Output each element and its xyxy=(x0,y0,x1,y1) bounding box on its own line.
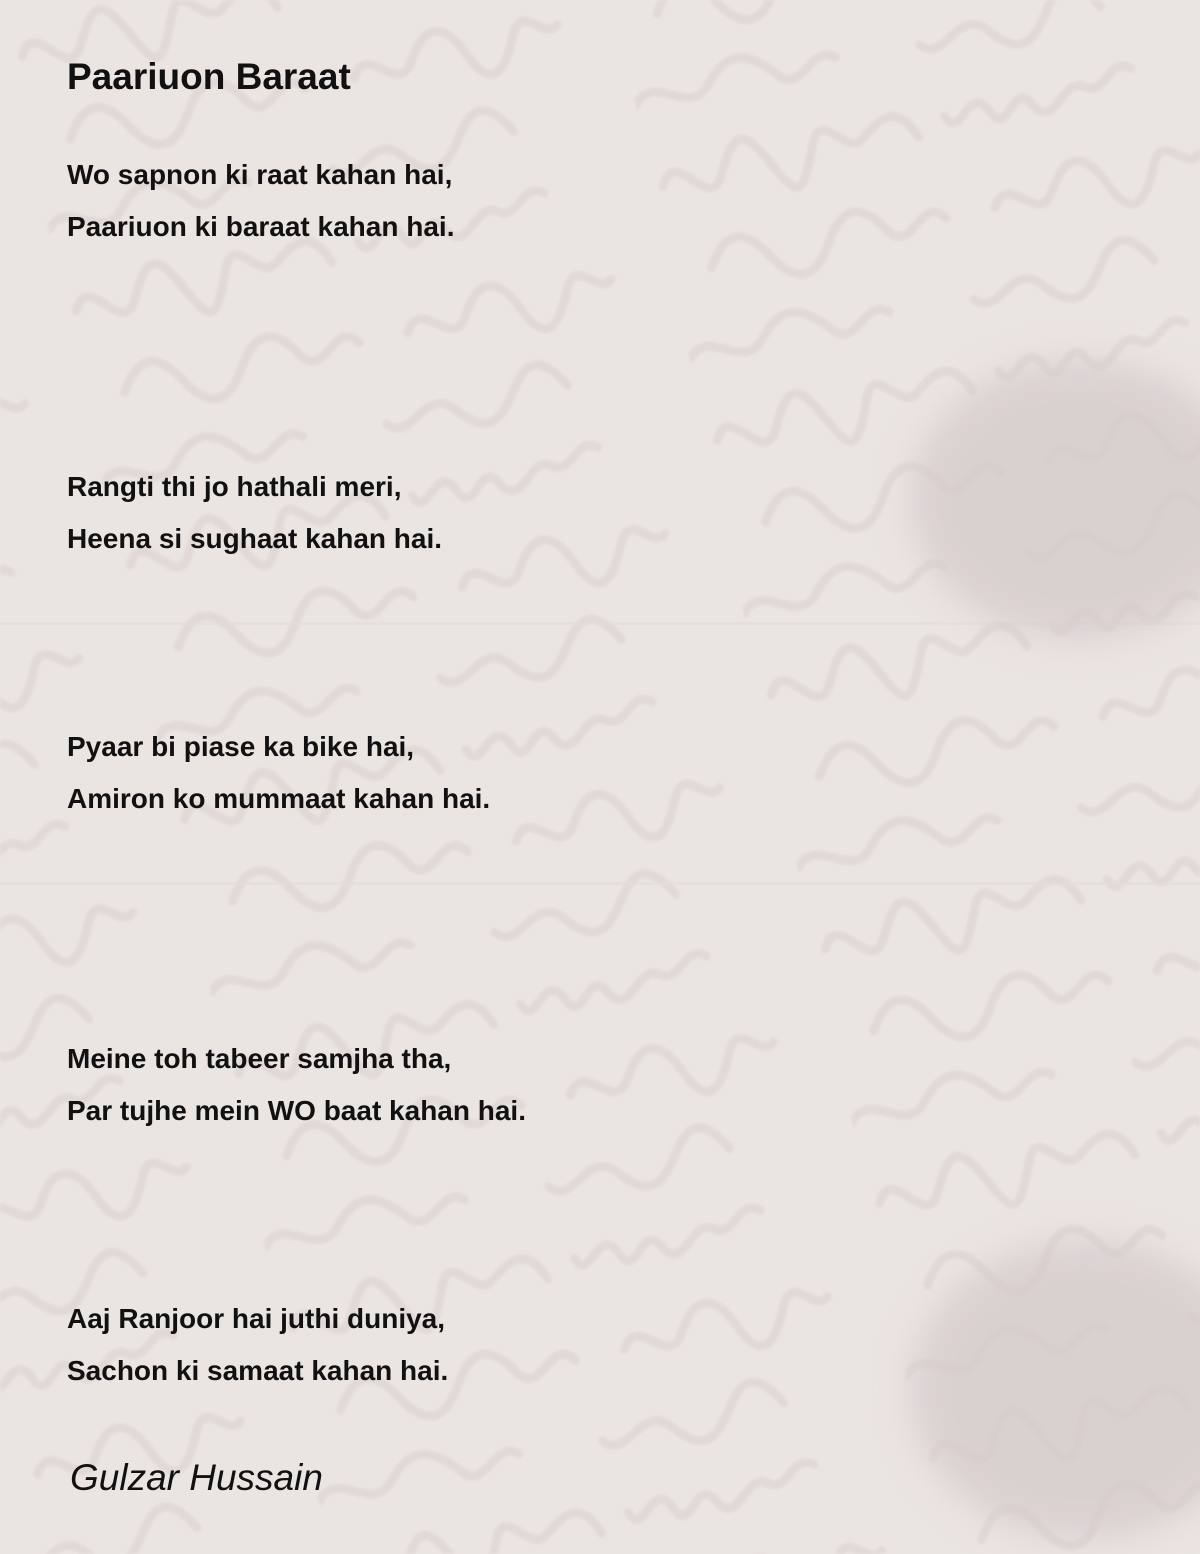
stanza-line: Amiron ko mummaat kahan hai. xyxy=(67,783,491,814)
stanza-line: Pyaar bi piase ka bike hai, xyxy=(67,731,415,762)
stanza-line: Rangti thi jo hathali meri, xyxy=(67,471,402,502)
stanza-1 xyxy=(67,149,454,253)
stanza-line: Wo sapnon ki raat kahan hai, xyxy=(67,159,453,190)
stanza-line: Sachon ki samaat kahan hai. xyxy=(67,1355,449,1386)
stanza-line: Heena si sughaat kahan hai. xyxy=(67,523,443,554)
stanza-2 xyxy=(67,461,442,565)
stanza-5 xyxy=(67,1293,448,1397)
stanza-line: Par tujhe mein WO baat kahan hai. xyxy=(67,1095,526,1126)
poem-title: Paariuon Baraat xyxy=(67,56,351,97)
stanza-line: Aaj Ranjoor hai juthi duniya, xyxy=(67,1303,446,1334)
stanza-3 xyxy=(67,721,490,825)
poem-author: Gulzar Hussain xyxy=(70,1457,323,1498)
stanza-4 xyxy=(67,1033,526,1137)
stanza-line: Paariuon ki baraat kahan hai. xyxy=(67,211,455,242)
stanza-line: Meine toh tabeer samjha tha, xyxy=(67,1043,452,1074)
